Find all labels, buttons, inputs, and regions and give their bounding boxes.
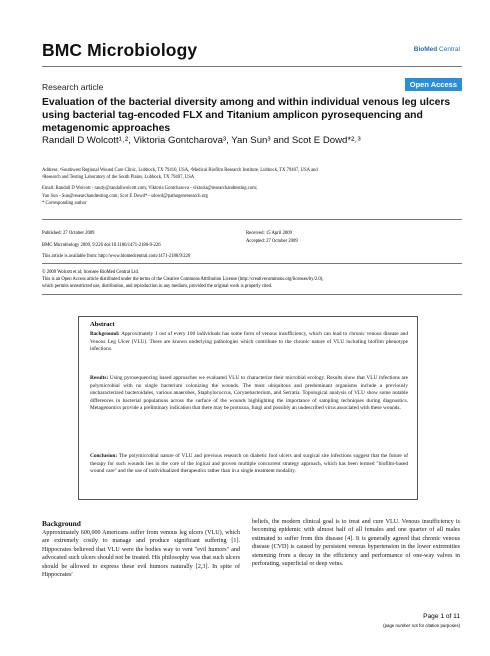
received-date: Received: 15 April 2009 bbox=[246, 231, 292, 236]
affiliations bbox=[42, 167, 472, 207]
accepted-date: Accepted: 27 October 2009 bbox=[246, 239, 298, 244]
email-line: Email: Randall D Wolcott - randy@randallwolcott.com; Viktoria Gontcharova - viktoria@researchandtesting.com; bbox=[42, 186, 258, 192]
citation: BMC Microbiology 2009, 9:226 doi:10.1186/1471-2180-9-226 bbox=[42, 243, 161, 248]
page-number-note: (page number not for citation purposes) bbox=[383, 623, 460, 628]
affiliation-divider bbox=[42, 219, 462, 220]
author-list: Randall D Wolcott¹˒², Viktoria Gontcharova³, Yan Sun³ and Scot E Dowd*²˒³ bbox=[42, 135, 361, 146]
publisher-logo bbox=[414, 46, 460, 53]
body-right-column: beliefs, the modern clinical goal is to treat and cure VLU. Venous insufficiency is becoming epidemic with almost half of all females and one quarter of all males estimated to suffer from this disease [4]. It is generally agreed that chronic venous disease (CVD) is caused by persistent venous hypertension in the lower extremities stemming from a decay in the efficiency and performance of one-way valves in perforating, superficial or deep veins. bbox=[252, 519, 460, 568]
corresponding-author-note: * Corresponding author bbox=[42, 200, 87, 206]
abstract-results-label: Results: bbox=[90, 375, 109, 381]
logo-bold-text: BioMed bbox=[413, 46, 438, 53]
abstract-results bbox=[90, 375, 408, 413]
article-url[interactable]: This article is available from: http://www.biomedcentral.com/1471-2180/9/226 bbox=[42, 254, 191, 259]
logo-rest-text: Central bbox=[437, 46, 460, 53]
header-divider bbox=[42, 66, 462, 67]
address-line: Address: ¹Southwest Regional Wound Care Clinic, Lubbock, TX 79410, USA, ²Medical Biofilm Research Institute, Lubbock, TX 79407, USA and bbox=[42, 168, 318, 173]
abstract-conclusion bbox=[90, 453, 408, 476]
abstract-conclusion-label: Conclusion: bbox=[90, 453, 118, 459]
abstract-background bbox=[90, 331, 408, 354]
background-heading: Background bbox=[42, 519, 81, 528]
open-access-badge: Open Access bbox=[405, 78, 462, 91]
article-type: Research article bbox=[42, 82, 104, 92]
copyright-line: © 2009 Wolcott et al; licensee BioMed Central Ltd. bbox=[42, 270, 139, 275]
abstract-heading: Abstract bbox=[90, 321, 115, 328]
abstract-conclusion-text: The polymicrobial nature of VLU and previous research on diabetic foot ulcers and surgical site infections suggest that the future of therapy for such wounds lies in the core of the logical and proven multiple concurrent strategy approach, which has been termed "biofilm-based wound care" and the use of individualized therapeutics rather than in a single treatment modality. bbox=[90, 453, 408, 475]
published-date: Published: 27 October 2009 bbox=[42, 231, 95, 236]
license-divider bbox=[42, 294, 462, 295]
address-line: ³Research and Testing Laboratory of the South Plains, Lubbock, TX 79407, USA bbox=[42, 175, 195, 181]
abstract-results-text: Using pyrosequencing based approaches we evaluated VLU to characterize their microbial ecology. Results show that VLU infections are polymicrobial with no single bacterium colonizing the wounds. The most ubiquitous and predominant organisms include a previously uncharacterized bacteroidales, various anaerobes, Staphylococcus, Corynebacterium, and Serratia. Topological analysis of VLU show some notable differences in bacterial populations across the surface of the wounds highlighting the importance of sampling techniques during diagnostics. Metagenomics provide a preliminary indication that there may be protozoa, fungi and possibly an undescribed virus associated with these wounds. bbox=[90, 375, 408, 412]
article-title: Evaluation of the bacterial diversity among and within individual venous leg ulcers using bacterial tag-encoded FLX and Titanium amplicon pyrosequencing and metagenomic approaches bbox=[42, 97, 451, 134]
license-line: which permits unrestricted use, distribution, and reproduction in any medium, provided the original work is properly cited. bbox=[42, 284, 273, 289]
body-left-column: Approximately 600,000 Americans suffer from venous leg ulcers (VLU), which are extremely costly to manage and produce significant suffering [1]. Hippocrates believed that VLU were the bodies way to vent "evil humors" and advocated such ulcers should not be treated. His philosophy was that such ulcers should be allowed to express these evil humors naturally [2,3]. In spite of Hippocrates' bbox=[42, 530, 240, 579]
license-block bbox=[42, 269, 472, 290]
license-line: This is an Open Access article distributed under the terms of the Creative Commons Attribution License (http://creativecommons.org/licenses/by/2.0), bbox=[42, 277, 324, 282]
abstract-background-label: Background: bbox=[90, 331, 120, 337]
journal-title: BMC Microbiology bbox=[42, 40, 198, 60]
citation-divider bbox=[42, 263, 462, 264]
abstract-background-text: Approximately 1 out of every 100 individuals has some form of venous insufficiency, which can lead to chronic venous disease and Venous Leg Ulcer (VLU). There are known underlying pathologies which contribute to the chronic nature of VLU including biofilm phenotype infections. bbox=[90, 331, 408, 353]
page-number: Page 1 of 11 bbox=[423, 613, 460, 620]
email-line: Yan Sun - Sun@researchandtesting.com; Scot E Dowd* - sdowd@pathogenresearch.org bbox=[42, 193, 208, 199]
